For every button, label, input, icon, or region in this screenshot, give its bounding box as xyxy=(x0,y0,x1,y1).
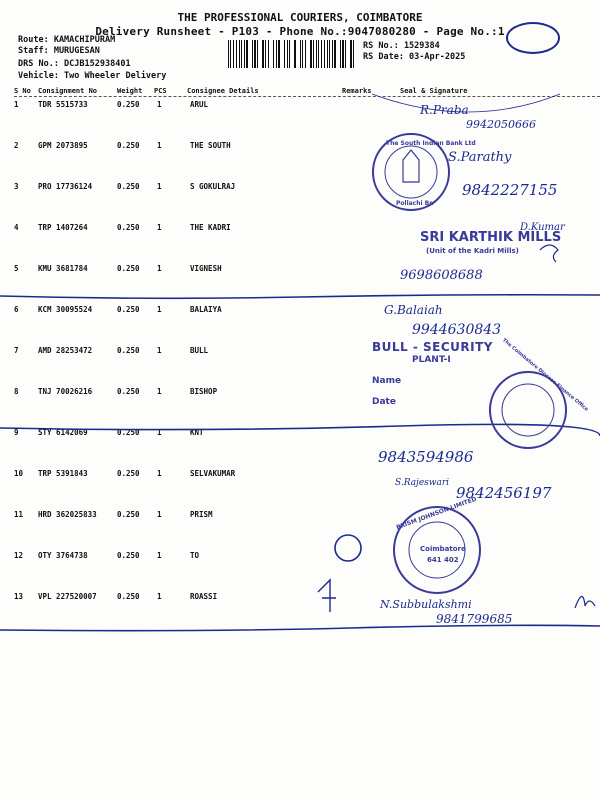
pen-line xyxy=(0,424,600,436)
row-sno: 3 xyxy=(14,182,19,191)
row-sno: 9 xyxy=(14,428,19,437)
date-label: Date xyxy=(372,397,396,407)
row-consignment: STY 6142069 xyxy=(38,428,88,437)
prism-stamp-city: Coimbatore xyxy=(420,545,466,553)
signature-row13: N.Subbulakshmi xyxy=(380,598,472,611)
signature-scribble xyxy=(540,245,558,262)
row-sno: 4 xyxy=(14,223,19,232)
row-pcs: 1 xyxy=(157,510,162,519)
row-weight: 0.250 xyxy=(117,346,140,355)
row-pcs: 1 xyxy=(157,305,162,314)
row-pcs: 1 xyxy=(157,428,162,437)
col-consignee: Consignee Details xyxy=(187,87,259,95)
row-consignee: VIGNESH xyxy=(190,264,222,273)
vehicle-label: Vehicle: Two Wheeler Delivery xyxy=(18,71,167,81)
row-pcs: 1 xyxy=(157,100,162,109)
row-sno: 11 xyxy=(14,510,24,519)
row-consignee: TO xyxy=(190,551,200,560)
row-consignee: KNT xyxy=(190,428,204,437)
row-weight: 0.250 xyxy=(117,100,140,109)
row-sno: 5 xyxy=(14,264,19,273)
row-weight: 0.250 xyxy=(117,469,140,478)
row-sno: 13 xyxy=(14,592,24,601)
runsheet-title: Delivery Runsheet - P103 - Phone No.:9047080280 - Page No.:1 xyxy=(95,25,505,38)
row-consignment: TRP 1407264 xyxy=(38,223,88,232)
col-weight: Weight xyxy=(117,87,143,95)
row-consignee: PRISM xyxy=(190,510,213,519)
row-consignment: GPM 2073895 xyxy=(38,141,88,150)
row-consignee: THE KADRI xyxy=(190,223,231,232)
signature-row6: G.Balaiah xyxy=(384,303,443,317)
phone-row6: 9944630843 xyxy=(412,322,502,338)
bishop-stamp-text: The Coimbatore Diocese Finance Office xyxy=(500,337,590,413)
phone-row9: 9843594986 xyxy=(378,448,474,466)
signature-row2: S.Parathy xyxy=(448,150,512,165)
signature-row4: D.Kumar xyxy=(520,222,565,233)
row-consignment: TDR 5515733 xyxy=(38,100,88,109)
row-weight: 0.250 xyxy=(117,551,140,560)
row-consignment: TNJ 70026216 xyxy=(38,387,93,396)
row-sno: 6 xyxy=(14,305,19,314)
row-weight: 0.250 xyxy=(117,305,140,314)
row-sno: 7 xyxy=(14,346,19,355)
row-consignee: BISHOP xyxy=(190,387,218,396)
col-sno: S No xyxy=(14,87,31,95)
drs-number: DRS No.: DCJB152938401 xyxy=(18,59,131,69)
row-sno: 12 xyxy=(14,551,24,560)
row-pcs: 1 xyxy=(157,223,162,232)
row-consignment: OTY 3764738 xyxy=(38,551,88,560)
row-consignee: SELVAKUMAR xyxy=(190,469,236,478)
row-weight: 0.250 xyxy=(117,592,140,601)
rs-date: RS Date: 03-Apr-2025 xyxy=(363,52,466,62)
row-weight: 0.250 xyxy=(117,387,140,396)
row-consignee: BULL xyxy=(190,346,209,355)
row-consignee: S GOKULRAJ xyxy=(190,182,236,191)
col-consignment: Consignment No xyxy=(38,87,98,95)
row-sno: 8 xyxy=(14,387,19,396)
rs-number: RS No.: 1529384 xyxy=(363,41,440,51)
bank-stamp-text: The South Indian Bank Ltd xyxy=(386,140,476,147)
pen-line xyxy=(0,295,600,299)
col-seal: Seal & Signature xyxy=(400,87,468,95)
staff-label: Staff: MURUGESAN xyxy=(18,46,100,56)
row-pcs: 1 xyxy=(157,592,162,601)
row-sno: 2 xyxy=(14,141,19,150)
col-remarks: Remarks xyxy=(342,87,372,95)
row-weight: 0.250 xyxy=(117,182,140,191)
row-consignee: THE SOUTH xyxy=(190,141,231,150)
signature-scribble xyxy=(575,596,595,608)
row-pcs: 1 xyxy=(157,141,162,150)
bishop-stamp-inner xyxy=(502,384,554,436)
col-pcs: PCS xyxy=(154,87,167,95)
row-weight: 0.250 xyxy=(117,510,140,519)
kadri-stamp-sub: (Unit of the Kadri Mills) xyxy=(426,247,519,255)
row-consignee: BALAIYA xyxy=(190,305,222,314)
pen-line xyxy=(0,625,600,630)
row-weight: 0.250 xyxy=(117,141,140,150)
kadri-stamp-name: SRI KARTHIK MILLS xyxy=(420,230,562,245)
bank-branch-text: Pollachi Br. xyxy=(396,200,434,207)
signature-row1: R.Praba xyxy=(420,103,469,117)
row-pcs: 1 xyxy=(157,346,162,355)
phone-row1: 9942050666 xyxy=(466,118,536,131)
bank-stamp-inner xyxy=(385,146,437,198)
bull-stamp-plant: PLANT-I xyxy=(412,355,451,365)
phone-row3: 9842227155 xyxy=(462,181,558,199)
phone-row5: 9698608688 xyxy=(400,268,483,283)
row-sno: 1 xyxy=(14,100,19,109)
row-weight: 0.250 xyxy=(117,223,140,232)
row-sno: 10 xyxy=(14,469,24,478)
row-pcs: 1 xyxy=(157,182,162,191)
pen-circle-mark xyxy=(335,535,361,561)
row-pcs: 1 xyxy=(157,387,162,396)
row-consignee: ARUL xyxy=(190,100,209,109)
bull-stamp-title: BULL - SECURITY xyxy=(372,340,493,354)
row-pcs: 1 xyxy=(157,469,162,478)
row-weight: 0.250 xyxy=(117,428,140,437)
row-consignment: HRD 362025833 xyxy=(38,510,97,519)
row-consignee: ROASSI xyxy=(190,592,218,601)
name-label: Name xyxy=(372,376,402,386)
row-consignment: VPL 227520007 xyxy=(38,592,97,601)
row-consignment: AMD 28253472 xyxy=(38,346,93,355)
signature-row10: S.Rajeswari xyxy=(395,478,450,488)
prism-stamp-pin: 641 402 xyxy=(427,556,459,564)
pen-tick-mark xyxy=(318,580,336,612)
row-consignment: TRP 5391843 xyxy=(38,469,88,478)
phone-row13: 9841799685 xyxy=(436,612,513,626)
row-pcs: 1 xyxy=(157,551,162,560)
phone-row10: 9842456197 xyxy=(456,484,552,502)
row-consignment: KMU 3681784 xyxy=(38,264,88,273)
row-consignment: KCM 30095524 xyxy=(38,305,93,314)
route-label: Route: KAMACHIPURAM xyxy=(18,35,116,45)
row-weight: 0.250 xyxy=(117,264,140,273)
row-consignment: PRO 17736124 xyxy=(38,182,93,191)
row-pcs: 1 xyxy=(157,264,162,273)
prism-stamp-text: PRISM JOHNSON LIMITED xyxy=(395,495,478,532)
company-name: THE PROFESSIONAL COURIERS, COIMBATORE xyxy=(177,11,423,24)
bank-logo-icon xyxy=(403,150,419,182)
